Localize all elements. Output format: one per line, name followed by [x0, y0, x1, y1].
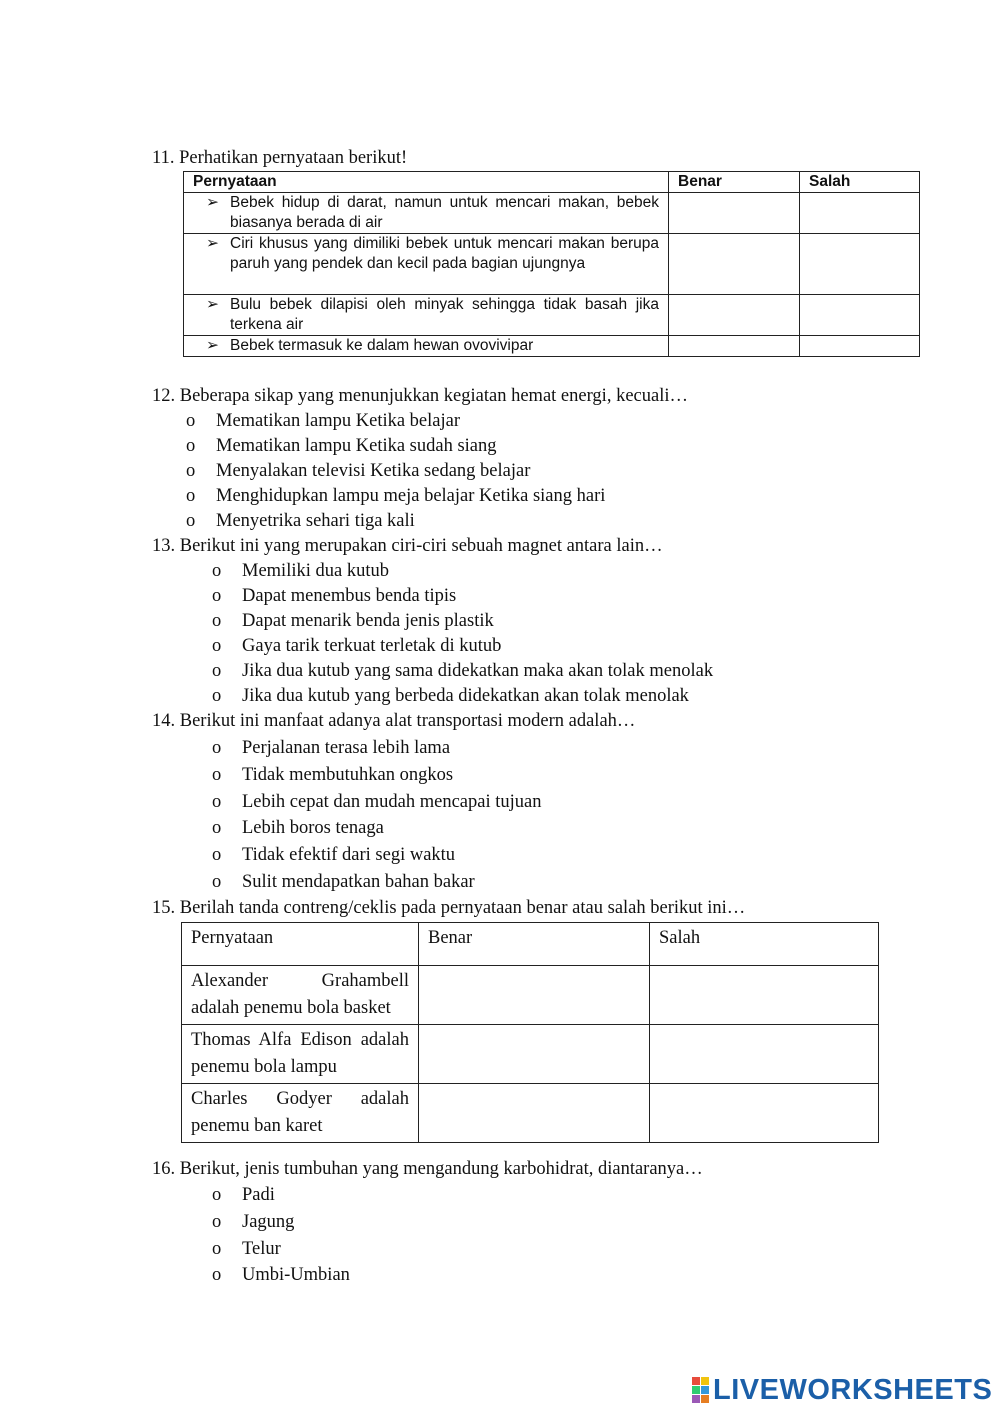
logo-text: LIVEWORKSHEETS [713, 1373, 993, 1406]
arrow-bullet-icon: ➢ [206, 235, 219, 252]
option-label: Dapat menarik benda jenis plastik [242, 611, 494, 631]
option-label: Memiliki dua kutub [242, 561, 389, 581]
radio-circle-icon: o [212, 661, 222, 681]
q12-option-1[interactable] [186, 409, 460, 433]
q13-option-4[interactable] [212, 634, 501, 658]
option-label: Menghidupkan lampu meja belajar Ketika siang hari [216, 486, 606, 506]
q15-salah-cell-1[interactable] [650, 966, 879, 1025]
radio-circle-icon: o [212, 636, 222, 656]
q11-statement-cell [184, 234, 669, 295]
q16-option-1[interactable] [212, 1183, 275, 1207]
option-label: Mematikan lampu Ketika belajar [216, 411, 461, 431]
q11-header-statement: Pernyataan [184, 172, 669, 193]
option-label: Jika dua kutub yang sama didekatkan maka akan tolak menolak [242, 661, 714, 681]
radio-circle-icon: o [186, 511, 196, 531]
q11-statement-cell [184, 193, 669, 234]
q14-option-5[interactable] [212, 843, 455, 867]
table-row [184, 336, 920, 357]
radio-circle-icon: o [212, 738, 222, 758]
q15-benar-cell-1[interactable] [419, 966, 650, 1025]
logo-square [692, 1386, 700, 1394]
radio-circle-icon: o [212, 611, 222, 631]
option-label: Lebih cepat dan mudah mencapai tujuan [242, 792, 542, 812]
q11-salah-cell-1[interactable] [800, 193, 920, 234]
q15-salah-cell-3[interactable] [650, 1084, 879, 1143]
radio-circle-icon: o [212, 792, 222, 812]
radio-circle-icon: o [212, 561, 222, 581]
q11-salah-cell-4[interactable] [800, 336, 920, 357]
radio-circle-icon: o [212, 1212, 222, 1232]
q11-header-salah: Salah [800, 172, 920, 193]
q12-option-5[interactable] [186, 509, 415, 533]
liveworksheets-logo[interactable] [692, 1374, 992, 1406]
q11-benar-cell-2[interactable] [669, 234, 800, 295]
option-label: Padi [242, 1185, 275, 1205]
radio-circle-icon: o [212, 845, 222, 865]
option-label: Tidak efektif dari segi waktu [242, 845, 456, 865]
q11-benar-cell-1[interactable] [669, 193, 800, 234]
option-label: Telur [242, 1239, 281, 1259]
q13-option-3[interactable] [212, 609, 494, 633]
q12-option-4[interactable] [186, 484, 605, 508]
radio-circle-icon: o [212, 586, 222, 606]
q11-statement-2: Ciri khusus yang dimiliki bebek untuk mencari makan berupa paruh yang pendek dan kecil pada bagian ujungnya [230, 235, 659, 272]
q15-header-benar: Benar [419, 923, 650, 966]
q13-option-5[interactable] [212, 659, 713, 683]
radio-circle-icon: o [212, 686, 222, 706]
q11-statement-cell [184, 295, 669, 336]
q14-option-3[interactable] [212, 790, 541, 814]
radio-circle-icon: o [212, 765, 222, 785]
q11-benar-cell-4[interactable] [669, 336, 800, 357]
q11-table [183, 171, 920, 357]
arrow-bullet-icon: ➢ [206, 337, 219, 354]
q13-title: 13. Berikut ini yang merupakan ciri-ciri sebuah magnet antara lain… [152, 536, 663, 556]
table-row [184, 234, 920, 295]
table-row [184, 193, 920, 234]
liveworksheets-mark-icon [692, 1377, 709, 1403]
q11-salah-cell-3[interactable] [800, 295, 920, 336]
arrow-bullet-icon: ➢ [206, 296, 219, 313]
q15-header-salah: Salah [650, 923, 879, 966]
option-label: Menyalakan televisi Ketika sedang belajar [216, 461, 531, 481]
q15-header-row [182, 923, 879, 966]
q15-title: 15. Berilah tanda contreng/ceklis pada pernyataan benar atau salah berikut ini… [152, 898, 746, 918]
q15-statement-3: Charles Godyer adalah penemu ban karet [182, 1084, 419, 1143]
q11-statement-4: Bebek termasuk ke dalam hewan ovovivipar [230, 337, 534, 354]
q16-title: 16. Berikut, jenis tumbuhan yang mengandung karbohidrat, diantaranya… [152, 1159, 703, 1179]
option-label: Lebih boros tenaga [242, 818, 384, 838]
logo-square [692, 1377, 700, 1385]
option-label: Perjalanan terasa lebih lama [242, 738, 451, 758]
option-label: Umbi-Umbian [242, 1265, 350, 1285]
q12-title: 12. Beberapa sikap yang menunjukkan kegiatan hemat energi, kecuali… [152, 386, 688, 406]
q15-header-statement: Pernyataan [182, 923, 419, 966]
logo-square [701, 1395, 709, 1403]
q16-option-4[interactable] [212, 1263, 350, 1287]
q14-option-4[interactable] [212, 816, 384, 840]
q16-option-2[interactable] [212, 1210, 294, 1234]
radio-circle-icon: o [212, 1185, 222, 1205]
q14-title: 14. Berikut ini manfaat adanya alat transportasi modern adalah… [152, 711, 636, 731]
q13-option-6[interactable] [212, 684, 689, 708]
q11-title: 11. Perhatikan pernyataan berikut! [152, 148, 408, 168]
q11-benar-cell-3[interactable] [669, 295, 800, 336]
radio-circle-icon: o [212, 818, 222, 838]
table-row [182, 966, 879, 1025]
q16-option-3[interactable] [212, 1237, 281, 1261]
option-label: Tidak membutuhkan ongkos [242, 765, 454, 785]
radio-circle-icon: o [186, 411, 196, 431]
q11-header-row [184, 172, 920, 193]
q14-option-6[interactable] [212, 870, 475, 894]
table-row [182, 1084, 879, 1143]
q12-option-3[interactable] [186, 459, 530, 483]
radio-circle-icon: o [186, 436, 196, 456]
q15-table [181, 922, 879, 1143]
option-label: Sulit mendapatkan bahan bakar [242, 872, 475, 892]
table-row [182, 1025, 879, 1084]
q12-option-2[interactable] [186, 434, 497, 458]
q13-option-2[interactable] [212, 584, 456, 608]
option-label: Mematikan lampu Ketika sudah siang [216, 436, 497, 456]
radio-circle-icon: o [212, 1239, 222, 1259]
option-label: Jagung [242, 1212, 295, 1232]
q15-statement-1: Alexander Grahambell adalah penemu bola basket [182, 966, 419, 1025]
q14-option-1[interactable] [212, 736, 450, 760]
logo-square [701, 1386, 709, 1394]
radio-circle-icon: o [212, 1265, 222, 1285]
option-label: Jika dua kutub yang berbeda didekatkan akan tolak menolak [242, 686, 689, 706]
q11-salah-cell-2[interactable] [800, 234, 920, 295]
radio-circle-icon: o [186, 486, 196, 506]
logo-square [701, 1377, 709, 1385]
q15-benar-cell-2[interactable] [419, 1025, 650, 1084]
q11-statement-cell [184, 336, 669, 357]
radio-circle-icon: o [186, 461, 196, 481]
option-label: Dapat menembus benda tipis [242, 586, 457, 606]
logo-square [692, 1395, 700, 1403]
radio-circle-icon: o [212, 872, 222, 892]
option-label: Gaya tarik terkuat terletak di kutub [242, 636, 502, 656]
q14-option-2[interactable] [212, 763, 453, 787]
q13-option-1[interactable] [212, 559, 389, 583]
q11-statement-3: Bulu bebek dilapisi oleh minyak sehingga tidak basah jika terkena air [230, 296, 659, 333]
q11-statement-1: Bebek hidup di darat, namun untuk mencari makan, bebek biasanya berada di air [230, 194, 659, 231]
q15-statement-2: Thomas Alfa Edison adalah penemu bola lampu [182, 1025, 419, 1084]
q11-header-benar: Benar [669, 172, 800, 193]
arrow-bullet-icon: ➢ [206, 194, 219, 211]
q15-salah-cell-2[interactable] [650, 1025, 879, 1084]
option-label: Menyetrika sehari tiga kali [216, 511, 415, 531]
table-row [184, 295, 920, 336]
q15-benar-cell-3[interactable] [419, 1084, 650, 1143]
